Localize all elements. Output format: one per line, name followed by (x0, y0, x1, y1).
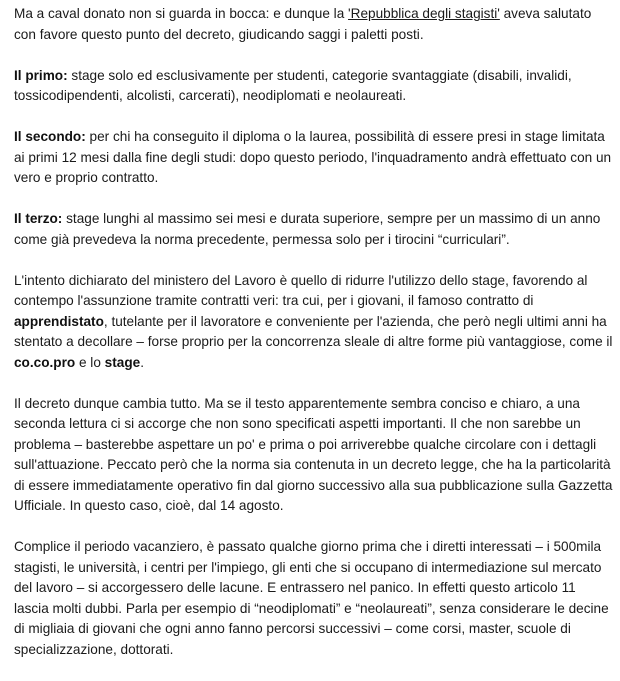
paragraph-text: stage solo ed esclusivamente per studenti, categorie svantaggiate (disabili, invalidi, tossicodipendenti, alcolisti, carcerati), neodiplomati e neolaureati. (14, 67, 572, 103)
paragraph-text: L'intento dichiarato del ministero del Lavoro è quello di ridurre l'utilizzo dello stage, favorendo al contempo l'assunzione tramite contratti veri: tra cui, per i giovani, il famoso contratto di (14, 272, 588, 308)
paragraph-text: stage lunghi al massimo sei mesi e durata superiore, sempre per un massimo di un anno come già prevedeva la norma precedente, permessa solo per i tirocini “curriculari”. (14, 211, 601, 247)
paragraph-intento (14, 271, 614, 374)
paragraph-secondo (14, 127, 614, 189)
paragraph-label: Il primo: (14, 67, 68, 83)
paragraph-text: aveva salutato con favore questo punto del decreto, giudicando saggi i paletti posti. (14, 6, 592, 42)
bold-stage: stage (104, 354, 141, 370)
paragraph-label: Il terzo: (14, 211, 63, 226)
paragraph-primo (14, 66, 614, 107)
paragraph-terzo (14, 209, 614, 250)
paragraph-text: Complice il periodo vacanziero, è passato qualche giorno prima che i diretti interessati – i 500mila stagisti, le università, i centri per l'impiego, gli enti che si occupano di intermediazione sul mercato del lavoro – si accorgessero delle lacune. E entrassero nel panico. In effetti questo articolo 11 lascia molti dubbi. Parla per esempio di “neodiplomati” e “neolaureati”, senza considerare le decine di migliaia di giovani che ogni anno fanno percorsi successivi – come corsi, master, scuole di specializzazione, dottorati. (14, 539, 609, 657)
article-body (14, 4, 614, 681)
bold-cocopro: co.co.pro (14, 354, 76, 370)
paragraph-text: . (140, 354, 144, 370)
paragraph-text: , tutelante per il lavoratore e conveniente per l'azienda, che però negli ultimi anni ha stentato a decollare – forse proprio per la concorrenza sleale di altre forme più vantaggiose, come il (14, 313, 613, 349)
paragraph-complice (14, 537, 614, 660)
paragraph-label: Il secondo: (14, 129, 86, 144)
paragraph-repubblica (14, 4, 614, 45)
paragraph-text: Il decreto dunque cambia tutto. Ma se il testo apparentemente sembra conciso e chiaro, a una seconda lettura ci si accorge che non sono specificati aspetti importanti. Il che non sarebbe un problema – basterebbe aspettare un po' e prima o poi arriverebbe qualche circolare con i dettagli sull'attuazione. Peccato però che la norma sia contenuta in un decreto legge, che ha la particolarità di essere immediatamente operativo fin dal giorno successivo alla sua pubblicazione sulla Gazzetta Ufficiale. In questo caso, cioè, dal 14 agosto. (14, 395, 613, 513)
paragraph-text: e lo (75, 354, 105, 370)
paragraph-text: Ma a caval donato non si guarda in bocca: e dunque la (14, 6, 345, 21)
repubblica-stagisti-link[interactable]: 'Repubblica degli stagisti' (348, 6, 500, 21)
bold-apprendistato: apprendistato (14, 313, 104, 329)
paragraph-decreto (14, 394, 614, 517)
paragraph-text: per chi ha conseguito il diploma o la laurea, possibilità di essere presi in stage limitata ai primi 12 mesi dalla fine degli studi: dopo questo periodo, l'inquadramento andrà effettuato con un vero e proprio contratto. (14, 129, 612, 185)
